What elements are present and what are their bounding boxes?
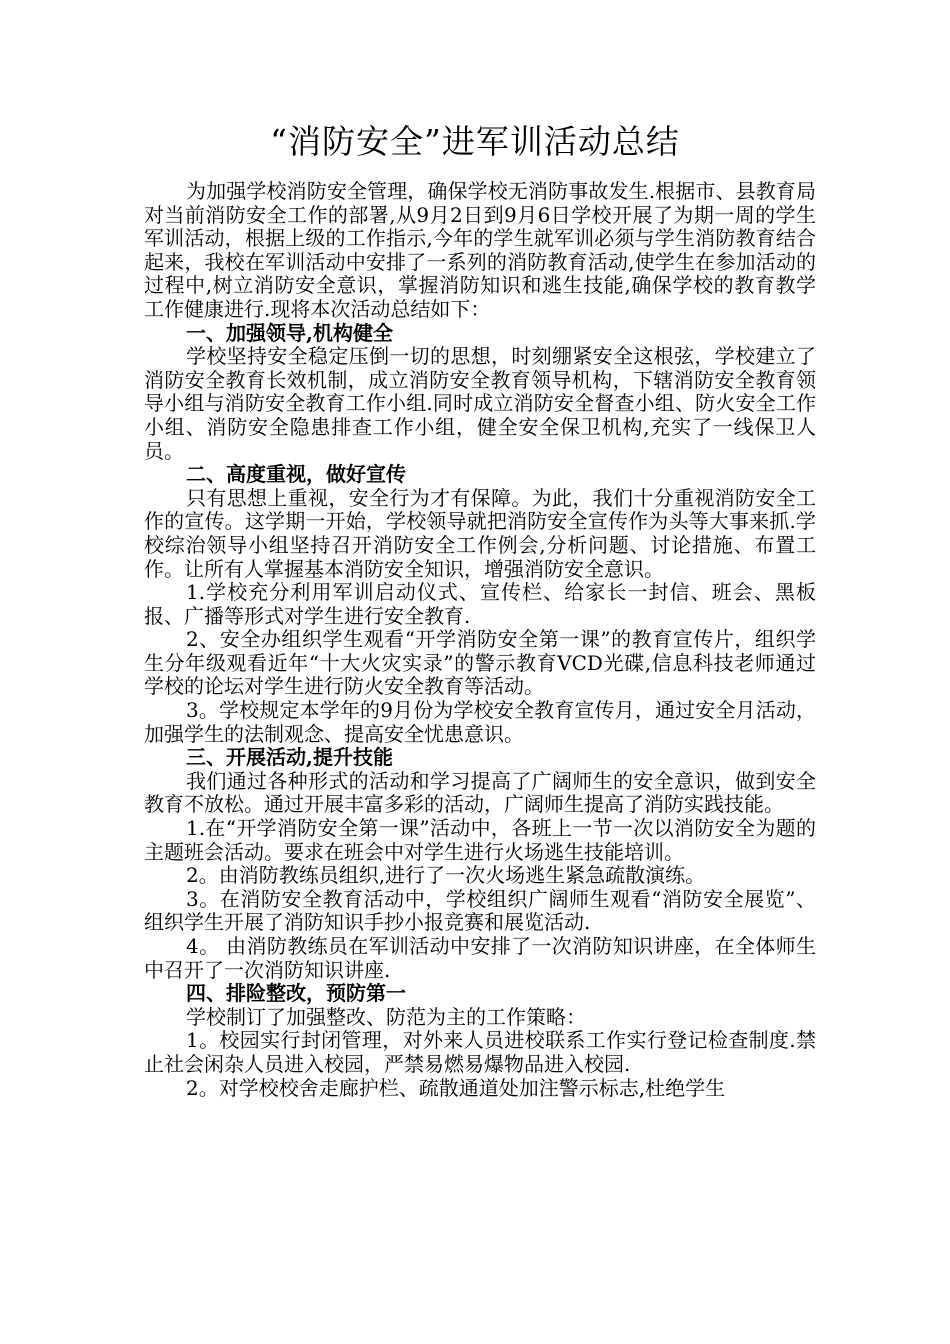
- section-heading: 三、开展活动,提升技能: [186, 745, 393, 770]
- section-heading: 二、高度重视，做好宣传: [186, 462, 406, 487]
- body-paragraph: 3。在消防安全教育活动中，学校组织广阔师生观看“消防安全展览”、组织学生开展了消防知识手抄小报竞赛和展览活动.: [144, 886, 816, 935]
- body-paragraph: 4。 由消防教练员在军训活动中安排了一次消防知识讲座，在全体师生中召开了一次消防知识讲座.: [144, 934, 816, 982]
- body-paragraph: 学校坚持安全稳定压倒一切的思想，时刻绷紧安全这根弦，学校建立了消防安全教育长效机制，成立消防安全教育领导机构，下辖消防安全教育领导小组与消防安全教育工作小组.同时成立消防安全督查小组、防火安全工作小组、消防安全隐患排查工作小组，健全安全保卫机构,充实了一线保卫人员。: [144, 344, 816, 463]
- body-paragraph: 2。对学校校舍走廊护栏、疏散通道处加注警示标志,杜绝学生: [186, 1075, 726, 1100]
- section-heading: 一、加强领导,机构健全: [186, 320, 393, 345]
- body-paragraph: 2、安全办组织学生观看“开学消防安全第一课”的教育宣传片，组织学生分年级观看近年“十大火灾实录”的警示教育VCD光碟,信息科技老师通过学校的论坛对学生进行防火安全教育等活动。: [144, 627, 816, 699]
- body-paragraph: 学校制订了加强整改、防范为主的工作策略：: [186, 1004, 586, 1029]
- body-paragraph: 为加强学校消防安全管理，确保学校无消防事故发生.根据市、县教育局对当前消防安全工作的部署,从9月2日到9月6日学校开展了为期一周的学生军训活动，根据上级的工作指示,今年的学生就军训必须与学生消防教育结合起来，我校在军训活动中安排了一系列的消防教育活动,使学生在参加活动的过程中,树立消防安全意识，掌握消防知识和逃生技能,确保学校的教育教学工作健康进行.现将本次活动总结如下：: [144, 179, 816, 321]
- body-paragraph: 1.学校充分利用军训启动仪式、宣传栏、给家长一封信、班会、黑板报、广播等形式对学生进行安全教育.: [144, 580, 816, 628]
- body-paragraph: 1。校园实行封闭管理，对外来人员进校联系工作实行登记检查制度.禁止社会闲杂人员进入校园，严禁易燃易爆物品进入校园.: [144, 1028, 816, 1076]
- body-paragraph: 2。由消防教练员组织,进行了一次火场逃生紧急疏散演练。: [186, 863, 706, 888]
- body-paragraph: 我们通过各种形式的活动和学习提高了广阔师生的安全意识，做到安全教育不放松。通过开展丰富多彩的活动，广阔师生提高了消防实践技能。: [144, 768, 816, 817]
- section-heading: 四、排险整改，预防第一: [186, 981, 406, 1006]
- body-paragraph: 1.在“开学消防安全第一课”活动中，各班上一节一次以消防安全为题的主题班会活动。要求在班会中对学生进行火场逃生技能培训。: [144, 816, 816, 864]
- body-paragraph: 只有思想上重视，安全行为才有保障。为此，我们十分重视消防安全工作的宣传。这学期一开始，学校领导就把消防安全宣传作为头等大事来抓.学校综治领导小组坚持召开消防安全工作例会,分析问题、讨论措施、布置工作。让所有人掌握基本消防安全知识，增强消防安全意识。: [144, 485, 816, 581]
- document-title: “消防安全”进军训活动总结: [270, 122, 680, 161]
- body-paragraph: 3。学校规定本学年的9月份为学校安全教育宣传月，通过安全月活动，加强学生的法制观念、提高安全忧患意识。: [144, 698, 816, 746]
- document-body: [144, 180, 816, 1100]
